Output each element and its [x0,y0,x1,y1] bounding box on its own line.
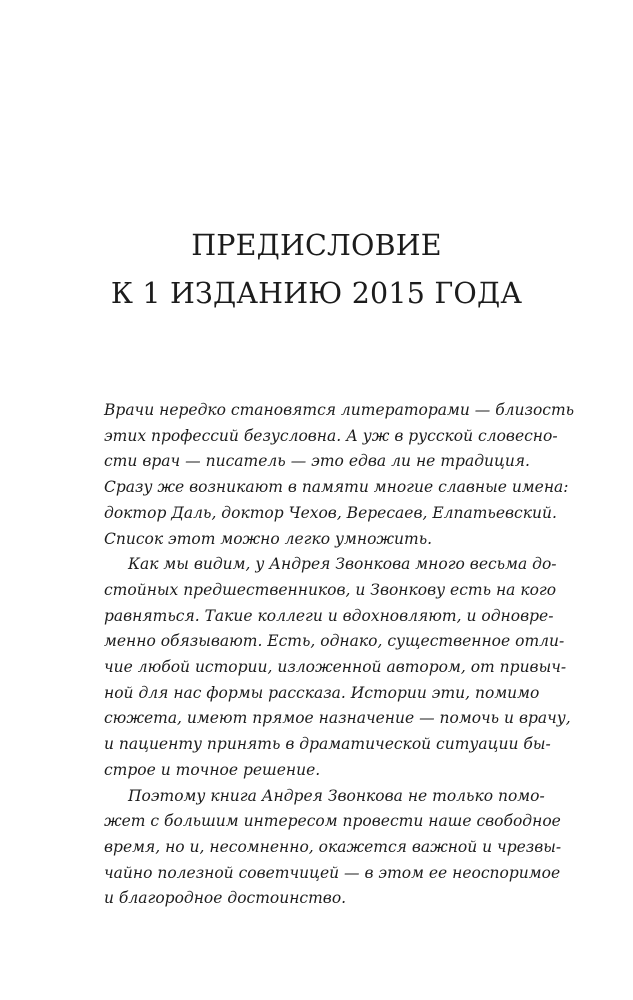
text-line: время, но и, несомненно, окажется важной и чрезвы- [104,837,562,856]
text-line: строе и точное решение. [104,760,321,779]
text-line: Врачи нередко становятся литераторами — близость [104,401,575,419]
text-line: менно обязывают. Есть, однако, существенное отли- [104,632,565,651]
text-line: и пациенту принять в драматической ситуации бы- [104,735,551,754]
preface-body [104,398,575,912]
text-line: ной для нас формы рассказа. Истории эти, помимо [104,683,540,702]
text-line: Список этот можно легко умножить. [104,529,433,548]
text-line: сюжета, имеют прямое назначение — помочь и врачу, [104,709,571,728]
text-line: чие любой истории, изложенной автором, от привыч- [104,658,567,677]
paragraph-1 [104,398,575,552]
heading-line-2: К 1 ИЗДАНИЮ 2015 ГОДА [110,277,523,310]
paragraph-2 [104,552,571,783]
text-line: Как мы видим, у Андрея Звонкова много весьма до- [128,555,557,574]
text-line: Сразу же возникают в памяти многие славные имена: [104,478,569,497]
text-line: равняться. Такие коллеги и вдохновляют, и одновре- [104,606,554,625]
heading-line-1: ПРЕДИСЛОВИЕ [191,229,442,262]
text-line: стойных предшественников, и Звонкову есть на кого [104,580,557,599]
text-line: жет с большим интересом провести наше свободное [104,812,561,831]
text-line: и благородное достоинство. [104,889,347,908]
text-line: Поэтому книга Андрея Звонкова не только помо- [128,786,545,805]
text-line: чайно полезной советчицей — в этом ее неоспоримое [104,863,561,882]
text-line: этих профессий безусловна. А уж в русской словесно- [104,426,558,445]
chapter-heading [0,222,633,318]
text-line: доктор Даль, доктор Чехов, Вересаев, Елпатьевский. [104,503,557,522]
text-line: сти врач — писатель — это едва ли не традиция. [104,452,530,471]
paragraph-3 [104,784,562,913]
